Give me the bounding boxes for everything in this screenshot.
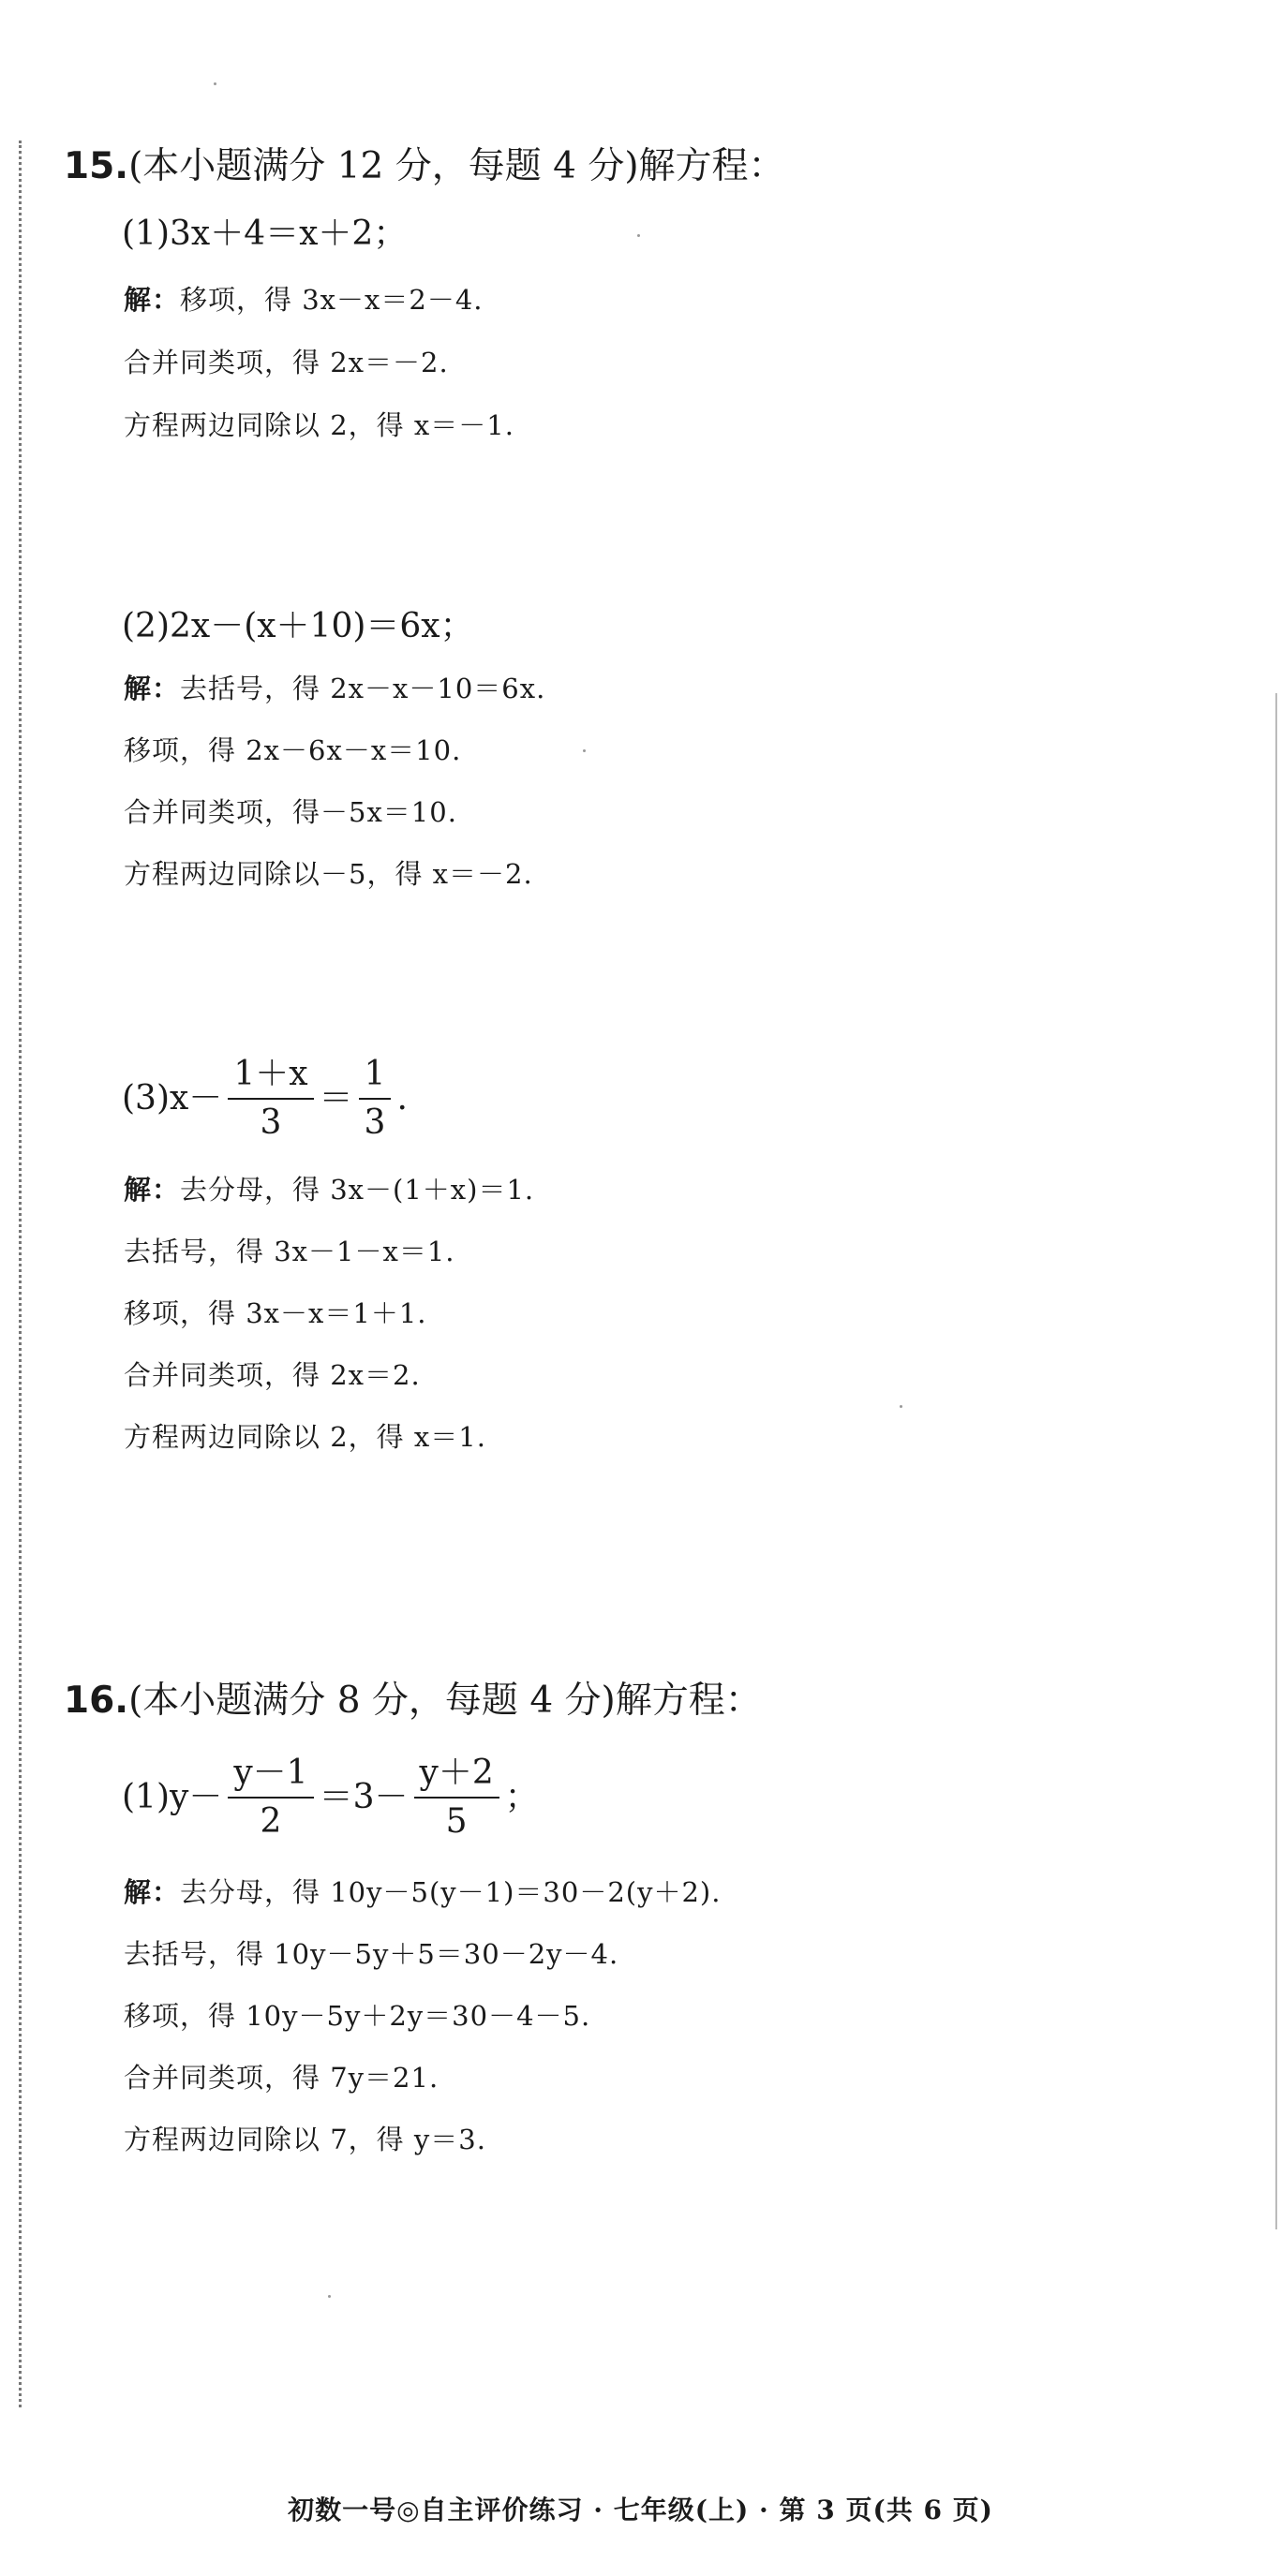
scan-speck — [900, 1405, 902, 1408]
fraction — [228, 1051, 313, 1147]
solution-lead: 解： — [124, 673, 181, 704]
equals-sign: ＝ — [319, 1079, 353, 1118]
solution-step — [124, 670, 545, 707]
fraction — [228, 1750, 313, 1845]
solution-step-text: 合并同类项，得 2x＝2. — [124, 1359, 421, 1391]
fraction — [359, 1051, 392, 1147]
solution-step — [124, 1233, 455, 1270]
equation-middle: ＝3－ — [319, 1778, 409, 1816]
page-footer: 初数一号◎自主评价练习 · 七年级(上) · 第 3 页(共 6 页) — [288, 2495, 993, 2525]
solution-step — [124, 1171, 534, 1208]
fraction-denominator: 3 — [364, 1103, 386, 1142]
solution-step-text: 去括号，得 2x－x－10＝6x. — [180, 673, 546, 704]
solution-step-text: 去括号，得 3x－1－x＝1. — [124, 1236, 455, 1267]
binding-dotted-line — [19, 141, 22, 2407]
solution-lead: 解： — [124, 1876, 181, 1908]
solution-step-text: 移项，得 3x－x＝1＋1. — [124, 1297, 427, 1329]
problem-15-2-equation — [122, 604, 474, 649]
solution-step-text: 移项，得 2x－6x－x＝10. — [124, 734, 462, 766]
equation-suffix: ； — [504, 1778, 539, 1816]
fraction-numerator: 1 — [364, 1055, 386, 1093]
problem-16-number: 16. — [64, 1680, 129, 1722]
solution-step — [124, 1295, 427, 1332]
solution-step-text: 合并同类项，得－5x＝10. — [124, 796, 457, 828]
problem-15-header — [64, 142, 785, 191]
solution-step-text: 方程两边同除以－5，得 x＝－2. — [124, 858, 533, 890]
problem-15-3-equation — [122, 1051, 408, 1147]
solution-step-text: 方程两边同除以 7，得 y＝3. — [124, 2124, 486, 2155]
solution-step — [124, 2059, 439, 2096]
solution-step-text: 合并同类项，得 7y＝21. — [124, 2062, 439, 2094]
problem-16-header — [64, 1677, 762, 1725]
solution-step-text: 合并同类项，得 2x＝－2. — [124, 347, 449, 378]
solution-step — [124, 1356, 421, 1394]
scan-speck — [637, 234, 640, 237]
solution-lead: 解： — [124, 284, 181, 316]
fraction-denominator: 5 — [445, 1802, 468, 1841]
solution-step — [124, 407, 514, 444]
solution-step — [124, 793, 457, 831]
solution-step — [124, 855, 533, 893]
solution-step — [124, 1418, 486, 1456]
fraction-numerator: y－1 — [233, 1754, 308, 1792]
solution-lead: 解： — [124, 1174, 181, 1206]
solution-step — [124, 732, 461, 769]
solution-step-text: 移项，得 3x－x＝2－4. — [180, 284, 484, 316]
solution-step-text: 去分母，得 10y－5(y－1)＝30－2(y＋2). — [180, 1876, 722, 1908]
solution-step — [124, 1997, 590, 2035]
solution-step — [124, 344, 449, 381]
solution-step — [124, 1935, 618, 1973]
fraction — [414, 1750, 499, 1845]
problem-16-1-equation — [122, 1750, 539, 1845]
solution-step-text: 方程两边同除以 2，得 x＝－1. — [124, 409, 514, 441]
problem-15-number: 15. — [64, 145, 129, 187]
equation-suffix: . — [396, 1079, 408, 1118]
problem-15-1-equation — [122, 212, 407, 257]
solution-step-text: 方程两边同除以 2，得 x＝1. — [124, 1421, 486, 1453]
solution-step — [124, 1873, 721, 1911]
equation-text: (1)3x＋4＝x＋2； — [122, 215, 408, 253]
scan-speck — [583, 749, 586, 752]
solution-step — [124, 2121, 486, 2158]
fraction-numerator: 1＋x — [233, 1055, 308, 1093]
problem-16-title: (本小题满分 8 分，每题 4 分)解方程： — [128, 1680, 762, 1722]
solution-step-text: 去括号，得 10y－5y＋5＝30－2y－4. — [124, 1938, 619, 1970]
page-edge-line — [1275, 693, 1277, 2229]
fraction-denominator: 3 — [260, 1103, 282, 1142]
fraction-numerator: y＋2 — [419, 1754, 494, 1792]
scan-speck — [328, 2295, 331, 2298]
scan-speck — [214, 82, 216, 85]
equation-text: (2)2x－(x＋10)＝6x； — [122, 607, 474, 645]
equation-prefix: (3)x－ — [122, 1079, 223, 1118]
solution-step-text: 去分母，得 3x－(1＋x)＝1. — [180, 1174, 535, 1206]
solution-step-text: 移项，得 10y－5y＋2y＝30－4－5. — [124, 2000, 591, 2032]
solution-step — [124, 281, 484, 318]
fraction-denominator: 2 — [260, 1802, 282, 1841]
problem-15-title: (本小题满分 12 分，每题 4 分)解方程： — [128, 145, 785, 187]
equation-prefix: (1)y－ — [122, 1778, 223, 1816]
